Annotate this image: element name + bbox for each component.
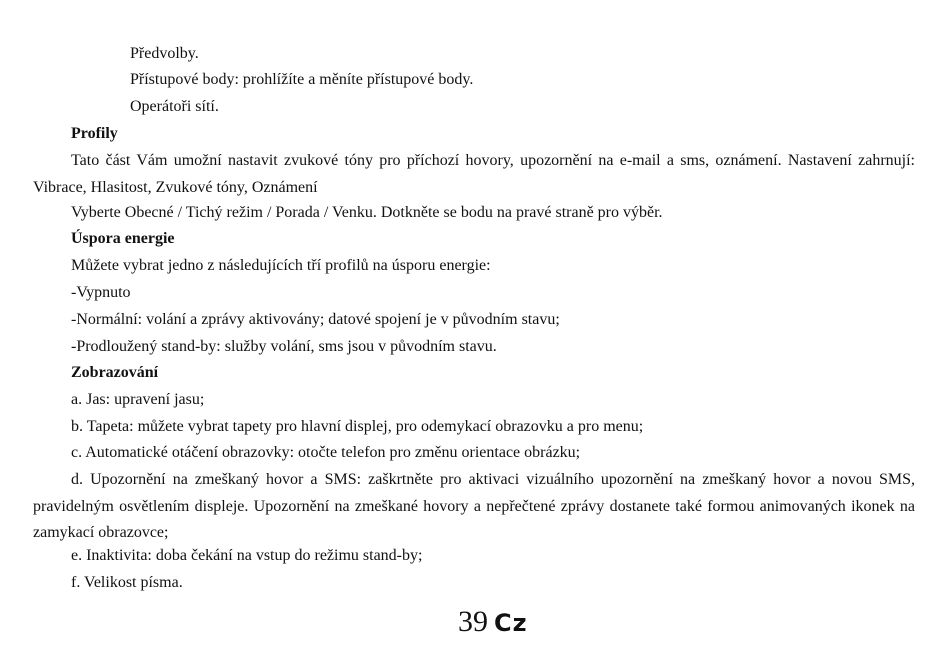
display-item-wallpaper: b. Tapeta: můžete vybrat tapety pro hlavní displej, pro odemykací obrazovku a pro menu; [71,418,644,435]
menu-item-preferences: Předvolby. [130,45,199,62]
display-item-auto-rotate: c. Automatické otáčení obrazovky: otočte telefon pro změnu orientace obrázku; [71,444,581,461]
profiles-heading: Profily [71,125,118,142]
display-item-missed-notification: d. Upozornění na zmeškaný hovor a SMS: zaškrtněte pro aktivaci vizuálního upozornění na zmeškaný hovor a novou SMS, pravidelným osvětlením displeje. Upozornění na zmeškané hovory a nepřečtené zprávy dostanete také formou animovaných ikonek na zamykací obrazovce; [33,471,915,541]
energy-intro: Můžete vybrat jedno z následujících tří profilů na úsporu energie: [71,257,491,274]
display-item-font-size: f. Velikost písma. [71,574,183,591]
energy-option-normal: -Normální: volání a zprávy aktivovány; datové spojení je v původním stavu; [71,311,560,328]
display-heading: Zobrazování [71,364,159,381]
display-item-brightness: a. Jas: upravení jasu; [71,391,205,408]
page-number: 39 [458,605,488,638]
language-code: Cz [494,609,528,637]
energy-option-extended: -Prodloužený stand-by: služby volání, sms jsou v původním stavu. [71,338,497,355]
page-footer [458,604,528,640]
menu-item-network-operators: Operátoři sítí. [130,98,219,115]
profiles-paragraph: Tato část Vám umožní nastavit zvukové tóny pro příchozí hovory, upozornění na e-mail a sms, oznámení. Nastavení zahrnují: Vibrace, Hlasitost, Zvukové tóny, Oznámení [33,152,915,196]
display-item-inactivity: e. Inaktivita: doba čekání na vstup do režimu stand-by; [71,547,423,564]
menu-item-access-points: Přístupové body: prohlížíte a měníte přístupové body. [130,71,474,88]
energy-option-off: -Vypnuto [71,284,131,301]
energy-heading: Úspora energie [71,230,175,247]
profiles-instruction: Vyberte Obecné / Tichý režim / Porada / Venku. Dotkněte se bodu na pravé straně pro výběr. [71,204,663,221]
